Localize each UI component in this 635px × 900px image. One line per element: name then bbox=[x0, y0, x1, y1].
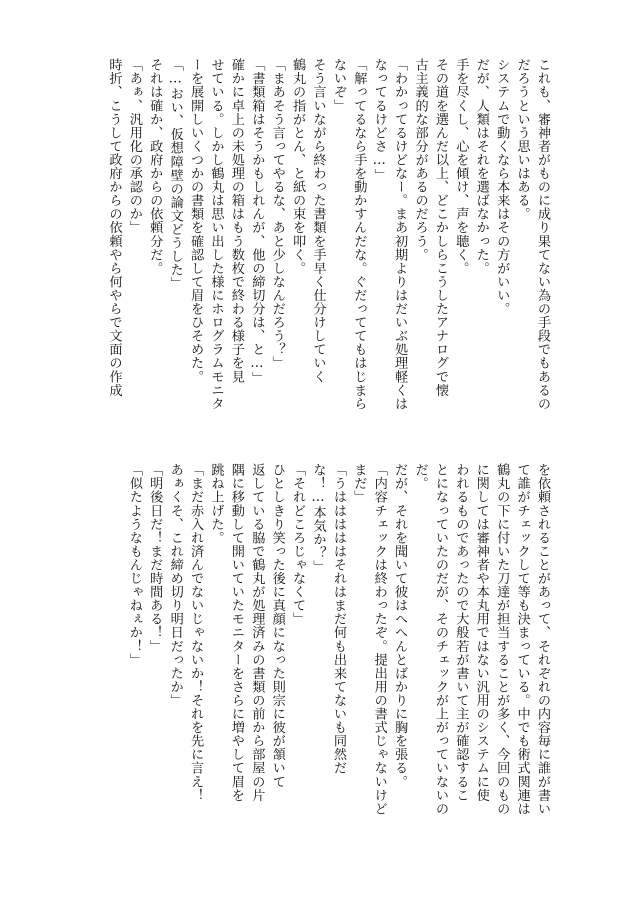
lower-text-line: 「まだ赤入れ済んでないじゃないか！それを先に言え！ bbox=[188, 463, 204, 802]
upper-text-line: せている。しかし鶴丸は思い出した様にホログラムモニタ bbox=[208, 58, 224, 411]
lower-text-line: まだ」 bbox=[351, 463, 367, 504]
lower-text-line: 返している脇で鶴丸が処理済みの書類の前から部屋の片 bbox=[249, 463, 265, 802]
upper-text-line: 「解ってるなら手を動かすんだな。ぐだっててもはじまら bbox=[351, 58, 367, 411]
upper-text-line: なってるけどさ…」 bbox=[371, 58, 387, 182]
lower-text-line: 跳ね上げた。 bbox=[208, 463, 224, 545]
upper-text-line: ーを展開しいくつかの書類を確認して眉をひそめた。 bbox=[188, 58, 204, 384]
lower-text-line: 隅に移動して開いていたモニターをさらに増やして眉を bbox=[228, 463, 244, 802]
upper-text-line: 鶴丸の指がとん、と紙の束を叩く。 bbox=[290, 58, 306, 275]
text-block-lower bbox=[82, 463, 552, 843]
lower-text-line: 「それどころじゃなくて」 bbox=[290, 463, 306, 626]
lower-text-line: 「似たようなもんじゃねぇか！」 bbox=[126, 463, 142, 667]
upper-text-line: 「…おい、仮想障壁の論文どうした」 bbox=[167, 58, 183, 291]
upper-text-line: 確かに卓上の未処理の箱はもう数枚で終わる様子を見 bbox=[228, 58, 244, 384]
lower-text-line: て誰がチェックして等も決まっている。中でも術式関連は bbox=[514, 463, 530, 816]
upper-text-line: 「わかってるけどなー。まあ初期よりはだいぶ処理軽くは bbox=[392, 58, 408, 411]
text-block-upper bbox=[82, 58, 552, 443]
lower-text-line: とになっていたのだが、そのチェックが上がっていないの bbox=[432, 463, 448, 816]
upper-text-line: 時折、こうして政府からの依頼やら何やらで文面の作成 bbox=[106, 58, 122, 397]
upper-text-line: だろうという思いはある。 bbox=[514, 58, 530, 221]
upper-text-line: 「書類箱はそうかもしれんが、他の締切分は、と…」 bbox=[249, 58, 265, 385]
lower-text-line: 「内容チェックは終わったぞ。提出用の書式じゃないけど bbox=[371, 463, 387, 816]
upper-text-line: ないぞ」 bbox=[330, 58, 346, 113]
upper-text-line: これも、審神者がものに成り果てない為の手段でもあるの bbox=[535, 58, 550, 411]
upper-text-line: そう言いながら終わった書類を手早く仕分けしていく bbox=[310, 58, 326, 384]
lower-text-line: だが、それを聞いて彼はへへんとばかりに胸を張る。 bbox=[392, 463, 408, 789]
upper-text-line: 古主義的な部分があるのだろう。 bbox=[412, 58, 428, 262]
lower-text-line: ひとしきり笑った後に真顔になった則宗に彼が頷いて bbox=[269, 463, 285, 789]
lower-text-line: な！…本気か？」 bbox=[310, 463, 326, 574]
lower-text-line: 「うはははははそれはまだ何も出来てないも同然だ bbox=[330, 463, 346, 775]
upper-text-line: その道を選んだ以上、どこかしらこうしたアナログで懐 bbox=[432, 58, 448, 397]
upper-text-line: それは確か、政府からの依頼分だ。 bbox=[147, 58, 163, 275]
upper-text-line: 手を尽くし、心を傾け、声を聴く。 bbox=[453, 58, 469, 275]
lower-text-line: 「明後日だ！まだ時間ある！」 bbox=[147, 463, 163, 653]
lower-text-line: だ。 bbox=[412, 463, 428, 491]
lower-text-line: 鶴丸の下に付いた刀達が担当することが多く、今回のもの bbox=[494, 463, 510, 816]
lower-text-line: を依頼されることがあって、それぞれの内容毎に誰が書い bbox=[535, 463, 550, 816]
lower-text-line: に関しては審神者や本丸用ではない汎用のシステムに使 bbox=[473, 463, 489, 802]
upper-text-line: だが、人類はそれを選ばなかった。 bbox=[473, 58, 489, 275]
lower-text-line: われるものであったので大般若が書いて主が確認するこ bbox=[453, 463, 469, 802]
lower-text-line: あぁくそ、これ締め切り明日だったか」 bbox=[167, 463, 183, 707]
upper-text-line: システムで動くなら本来はその方がいい。 bbox=[494, 58, 510, 316]
upper-text-line: 「あぁ、汎用化の承認のか」 bbox=[126, 58, 142, 235]
upper-text-line: 「まあそう言ってやるな、あと少しなんだろう？」 bbox=[269, 58, 285, 370]
